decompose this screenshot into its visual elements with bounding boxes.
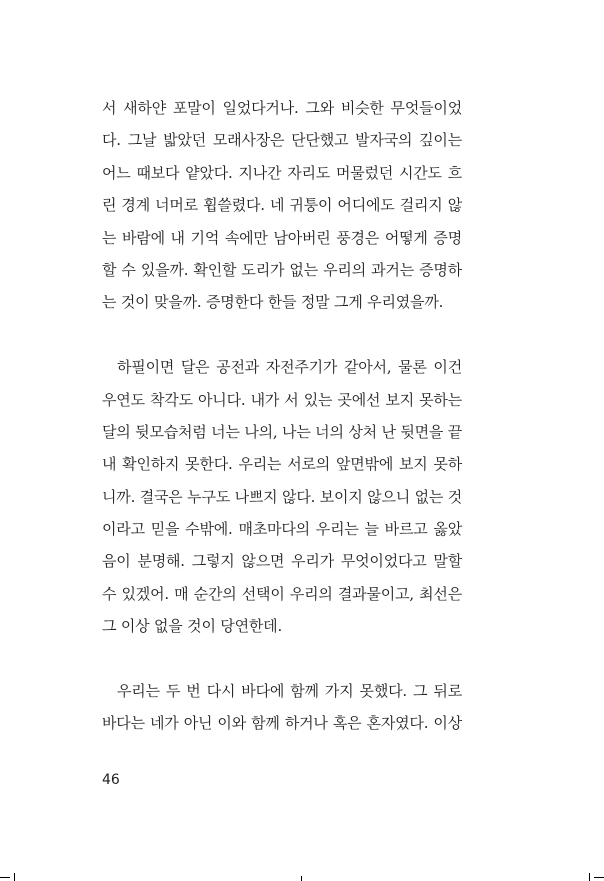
text-line: 니까. 결국은 누구도 나쁘지 않다. 보이지 않으니 없는 것: [102, 487, 463, 506]
text-line: 음이 분명해. 그렇지 않으면 우리가 무엇이었다고 말할: [102, 552, 462, 571]
paragraph-3: [102, 675, 462, 740]
text-line: 다. 그날 밟았던 모래사장은 단단했고 발자국의 깊이는: [102, 131, 462, 150]
text-line: 바다는 네가 아닌 이와 함께 하거나 혹은 혼자였다. 이상: [102, 714, 462, 733]
crop-mark: [594, 877, 604, 878]
text-line: 어느 때보다 얕았다. 지나간 자리도 머물렀던 시간도 흐: [102, 163, 462, 182]
text-line: 달의 뒷모습처럼 너는 나의, 나는 너의 상처 난 뒷면을 끝: [102, 422, 463, 441]
text-line: 내 확인하지 못한다. 우리는 서로의 앞면밖에 보지 못하: [102, 455, 462, 474]
text-line: 는 바람에 내 기억 속에만 남아버린 풍경은 어떻게 증명: [102, 228, 462, 247]
paragraph-2: [102, 351, 462, 643]
text-line: 이라고 믿을 수밖에. 매초마다의 우리는 늘 바르고 옳았: [102, 520, 462, 539]
text-line: 우리는 두 번 다시 바다에 함께 가지 못했다. 그 뒤로: [117, 682, 462, 701]
body-text: [102, 92, 462, 740]
crop-mark: [301, 876, 302, 881]
text-line: 할 수 있을까. 확인할 도리가 없는 우리의 과거는 증명하: [102, 260, 462, 279]
text-line: 는 것이 맞을까. 증명한다 한들 정말 그게 우리였을까.: [102, 293, 444, 312]
text-line: 그 이상 없을 것이 당연한데.: [102, 617, 283, 636]
crop-mark: [0, 877, 10, 878]
text-line: 린 경계 너머로 휩쓸렸다. 네 귀퉁이 어디에도 걸리지 않: [102, 196, 462, 215]
text-line: 우연도 착각도 아니다. 내가 서 있는 곳에선 보지 못하는: [102, 390, 462, 409]
crop-mark: [14, 873, 15, 881]
text-line: 서 새하얀 포말이 일었다거나. 그와 비슷한 무엇들이었: [102, 99, 462, 117]
paragraph-gap: [102, 319, 462, 351]
text-line: 수 있겠어. 매 순간의 선택이 우리의 결과물이고, 최선은: [102, 584, 462, 603]
paragraph-gap: [102, 643, 462, 675]
page-number: 46: [102, 772, 120, 788]
text-line: 하필이면 달은 공전과 자전주기가 같아서, 물론 이건: [117, 358, 462, 377]
paragraph-1: [102, 92, 462, 319]
crop-mark: [589, 873, 590, 881]
